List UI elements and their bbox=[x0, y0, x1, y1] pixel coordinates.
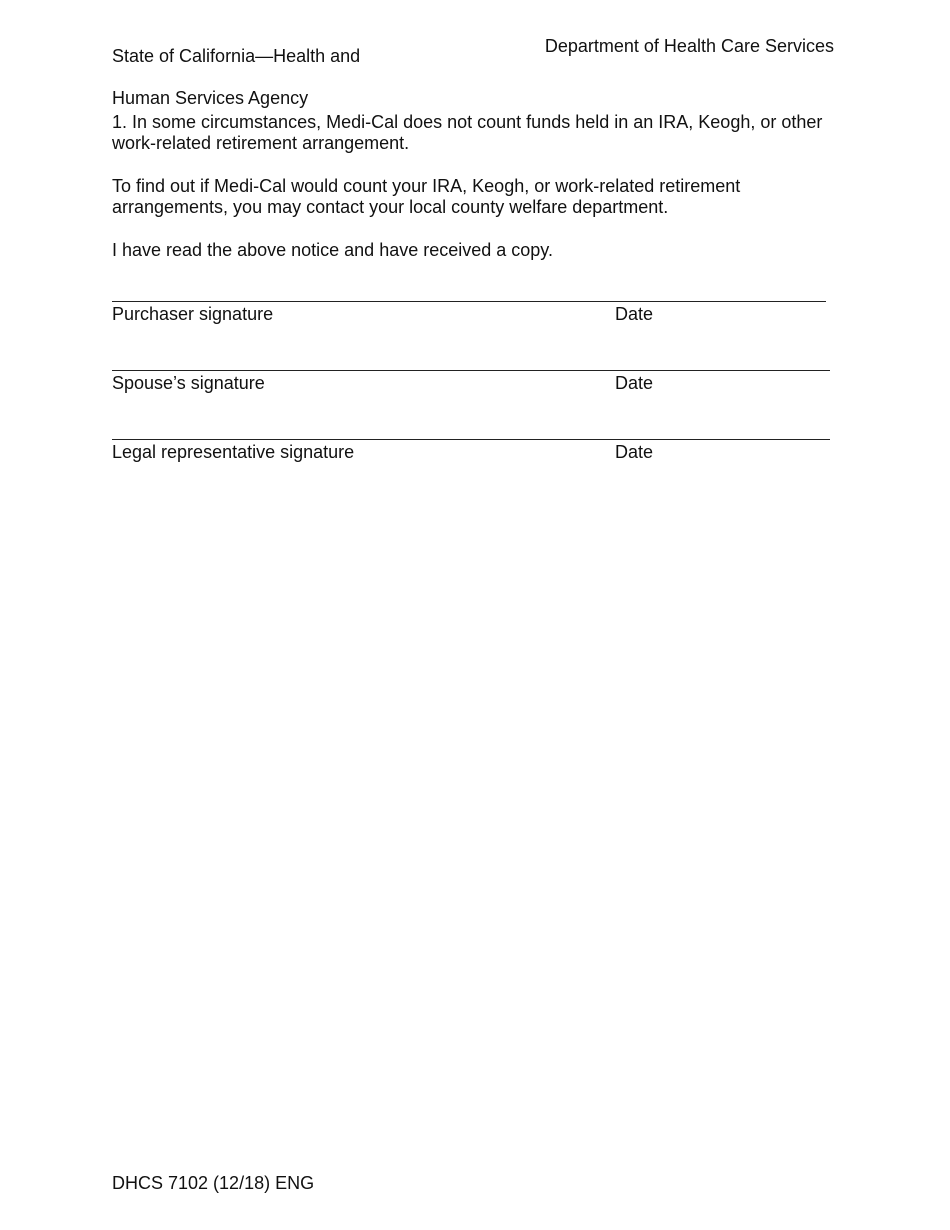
purchaser-signature-line[interactable] bbox=[112, 301, 826, 302]
notice-paragraph-2: To find out if Medi-Cal would count your IRA, Keogh, or work-related retirement arrangements, you may contact your local county welfare department. bbox=[112, 176, 741, 217]
purchaser-signature-label: Purchaser signature bbox=[112, 304, 274, 324]
legal-representative-signature-row bbox=[112, 439, 830, 463]
legal-representative-date-label: Date bbox=[615, 442, 654, 462]
spouse-signature-row bbox=[112, 370, 830, 394]
spouse-signature-label: Spouse’s signature bbox=[112, 373, 265, 393]
agency-line-2: Human Services Agency bbox=[112, 88, 309, 108]
spouse-date-label: Date bbox=[615, 373, 654, 393]
legal-representative-signature-label: Legal representative signature bbox=[112, 442, 355, 462]
legal-representative-signature-line[interactable] bbox=[112, 439, 830, 440]
notice-paragraph-1: 1. In some circumstances, Medi-Cal does not count funds held in an IRA, Keogh, or other work-related retirement arrangement. bbox=[112, 112, 823, 153]
purchaser-signature-row bbox=[112, 301, 830, 325]
purchaser-date-label: Date bbox=[615, 304, 654, 324]
form-identifier: DHCS 7102 (12/18) ENG bbox=[112, 1173, 315, 1193]
acknowledgement-text: I have read the above notice and have received a copy. bbox=[112, 240, 553, 260]
agency-line-1: State of California—Health and bbox=[112, 46, 361, 66]
spouse-signature-line[interactable] bbox=[112, 370, 830, 371]
department-name: Department of Health Care Services bbox=[544, 36, 834, 56]
